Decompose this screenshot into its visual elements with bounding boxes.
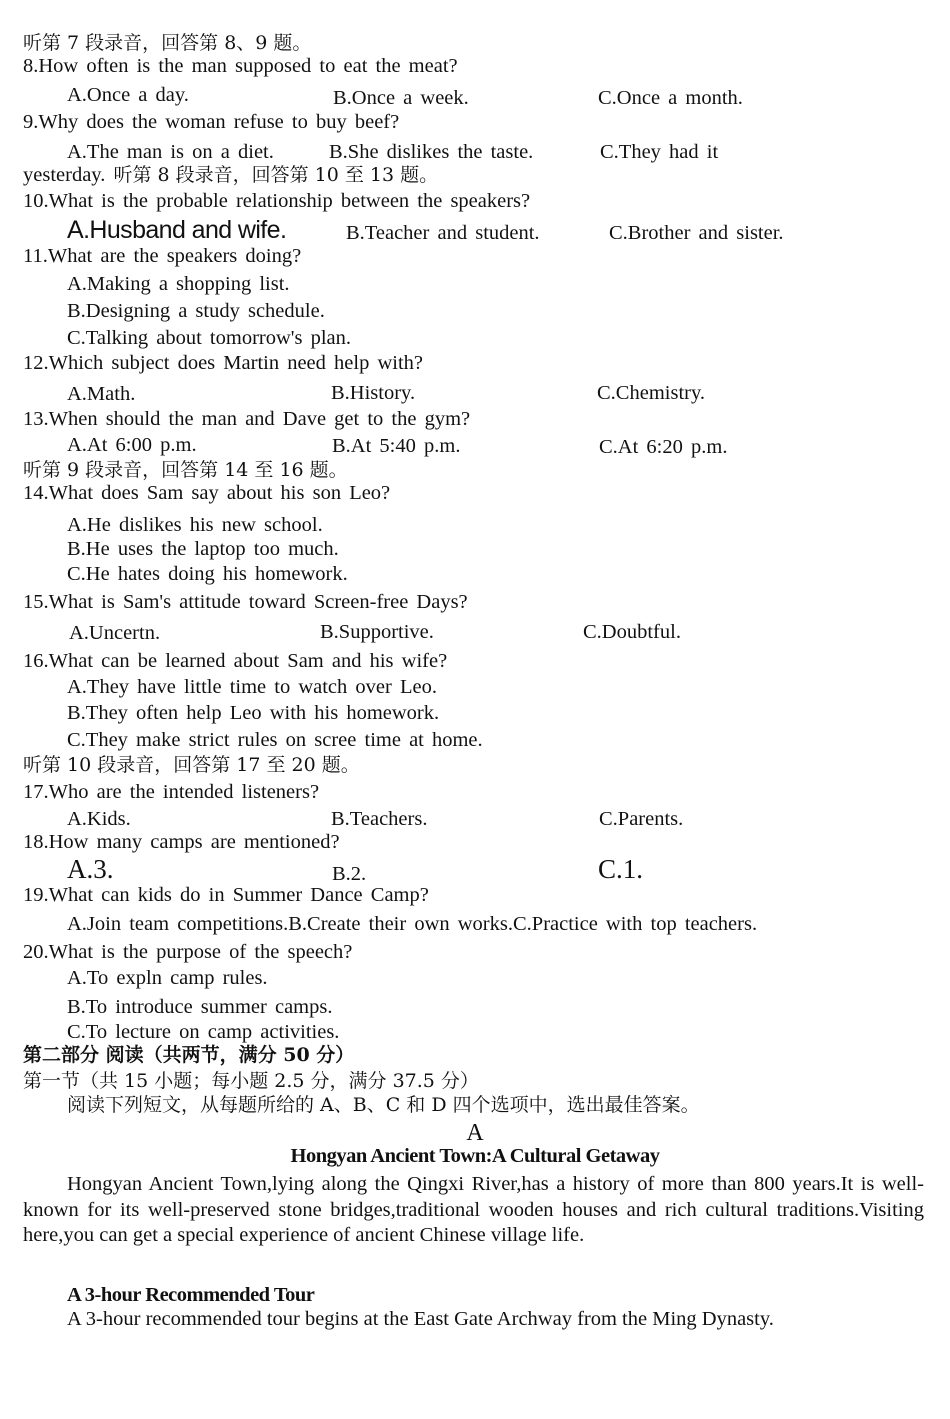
passage-label: A [466, 1120, 484, 1146]
q10-option-b: B.Teacher and student. [346, 222, 540, 244]
question-8: 8.How often is the man supposed to eat the meat? [23, 55, 458, 77]
q12-option-c: C.Chemistry. [597, 382, 706, 404]
section-8-instruction: 听第 8 段录音，回答第 10 至 13 题。 [113, 164, 439, 186]
question-9: 9.Why does the woman refuse to buy beef? [23, 111, 400, 133]
question-11: 11.What are the speakers doing? [23, 245, 302, 267]
q14-option-a: A.He dislikes his new school. [67, 514, 323, 536]
q18-option-b: B.2. [332, 863, 367, 885]
q20-option-c: C.To lecture on camp activities. [67, 1021, 340, 1043]
q13-option-c: C.At 6:20 p.m. [599, 436, 728, 458]
passage-paragraph-1: Hongyan Ancient Town,lying along the Qingxi River,has a history of more than 800 years.It is well-known for its well-preserved stone bridges,traditional wooden houses and rich cultural traditions.Visiting here,you can get a special experience of ancient Chinese village life. [23, 1173, 924, 1246]
q20-option-a: A.To expln camp rules. [67, 967, 268, 989]
q16-option-b: B.They often help Leo with his homework. [67, 702, 440, 724]
q12-option-a: A.Math. [67, 383, 136, 405]
q17-option-c: C.Parents. [599, 808, 684, 830]
question-19: 19.What can kids do in Summer Dance Camp? [23, 884, 429, 906]
q20-option-b: B.To introduce summer camps. [67, 996, 333, 1018]
question-13: 13.When should the man and Dave get to the gym? [23, 408, 471, 430]
q18-option-a: A.3. [67, 854, 114, 884]
question-20: 20.What is the purpose of the speech? [23, 941, 353, 963]
question-17: 17.Who are the intended listeners? [23, 781, 320, 803]
q8-option-b: B.Once a week. [333, 87, 469, 109]
q8-option-a: A.Once a day. [67, 84, 189, 106]
q8-option-c: C.Once a month. [598, 87, 743, 109]
q17-option-b: B.Teachers. [331, 808, 428, 830]
part-2-heading: 第二部分 阅读（共两节，满分 50 分） [23, 1044, 355, 1066]
question-12: 12.Which subject does Martin need help with? [23, 352, 423, 374]
q14-option-b: B.He uses the laptop too much. [67, 538, 339, 560]
q11-option-c: C.Talking about tomorrow's plan. [67, 327, 351, 349]
passage-paragraph-2: A 3-hour recommended tour begins at the East Gate Archway from the Ming Dynasty. [67, 1308, 774, 1330]
q10-option-a: A.Husband and wife. [67, 216, 287, 244]
question-14: 14.What does Sam say about his son Leo? [23, 482, 391, 504]
q13-option-a: A.At 6:00 p.m. [67, 434, 197, 456]
q11-option-a: A.Making a shopping list. [67, 273, 290, 295]
q9-option-c-continued: yesterday. [23, 164, 106, 186]
q14-option-c: C.He hates doing his homework. [67, 563, 348, 585]
q9-option-b: B.She dislikes the taste. [329, 141, 534, 163]
question-10: 10.What is the probable relationship between the speakers? [23, 190, 531, 212]
q16-option-a: A.They have little time to watch over Leo. [67, 676, 437, 698]
passage-subheading: A 3-hour Recommended Tour [67, 1284, 315, 1306]
section-7-instruction: 听第 7 段录音，回答第 8、9 题。 [23, 32, 312, 54]
q15-option-a: A.Uncertn. [69, 622, 161, 644]
question-15: 15.What is Sam's attitude toward Screen-free Days? [23, 591, 468, 613]
q10-option-c: C.Brother and sister. [609, 222, 784, 244]
q9-option-c: C.They had it [600, 141, 719, 163]
section-9-instruction: 听第 9 段录音，回答第 14 至 16 题。 [23, 459, 348, 481]
q9-option-a: A.The man is on a diet. [67, 141, 274, 163]
q15-option-b: B.Supportive. [320, 621, 434, 643]
q18-option-c: C.1. [598, 854, 644, 884]
q12-option-b: B.History. [331, 382, 416, 404]
section-10-instruction: 听第 10 段录音，回答第 17 至 20 题。 [23, 754, 360, 776]
question-16: 16.What can be learned about Sam and his wife? [23, 650, 448, 672]
section-8-line [23, 163, 438, 187]
q11-option-b: B.Designing a study schedule. [67, 300, 325, 322]
q19-options: A.Join team competitions.B.Create their own works.C.Practice with top teachers. [67, 913, 758, 935]
q13-option-b: B.At 5:40 p.m. [332, 435, 461, 457]
section-1-heading: 第一节（共 15 小题；每小题 2.5 分，满分 37.5 分） [23, 1070, 479, 1092]
q16-option-c: C.They make strict rules on scree time at home. [67, 729, 483, 751]
reading-instruction: 阅读下列短文，从每题所给的 A、B、C 和 D 四个选项中，选出最佳答案。 [67, 1094, 700, 1116]
question-18: 18.How many camps are mentioned? [23, 831, 340, 853]
q17-option-a: A.Kids. [67, 808, 131, 830]
passage-title: Hongyan Ancient Town:A Cultural Getaway [290, 1145, 660, 1167]
q15-option-c: C.Doubtful. [583, 621, 681, 643]
